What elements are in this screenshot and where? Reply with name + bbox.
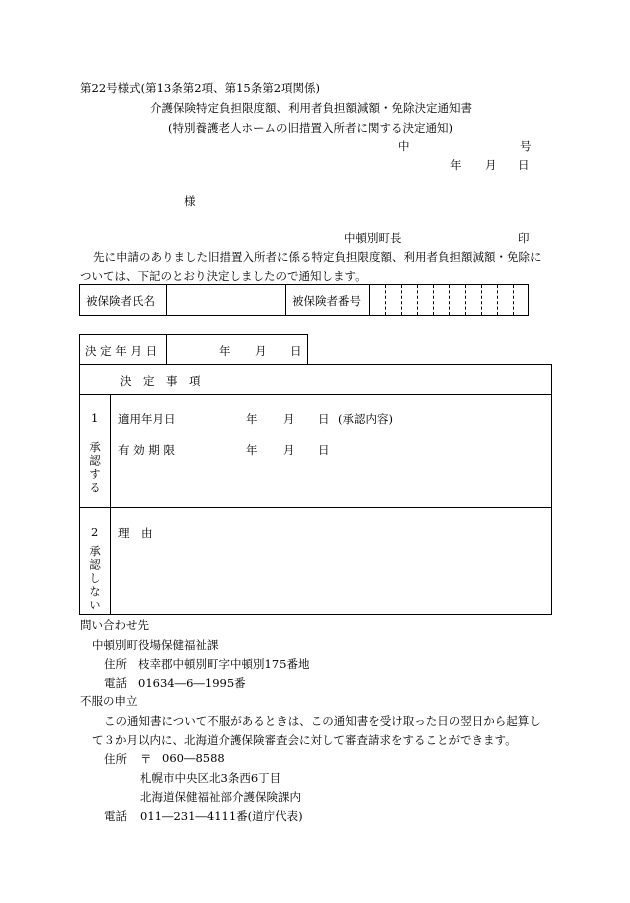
doc-number-prefix: 中 bbox=[398, 139, 410, 153]
reject-label: 承認しない bbox=[88, 545, 102, 613]
issue-date-year: 年 bbox=[450, 158, 462, 172]
appeal-address-2: 北海道保健福祉部介護保険課内 bbox=[140, 790, 301, 804]
intro-line-1: 先に申請のありました旧措置入所者に係る特定負担限度額、利用者負担額減額・免除に bbox=[93, 250, 542, 264]
insured-number-field[interactable] bbox=[370, 285, 528, 315]
reject-number: 2 bbox=[91, 525, 99, 539]
appeal-phone: 011―231―4111番(道庁代表) bbox=[140, 809, 303, 823]
appeal-text-1: この通知書について不服があるときは、この通知書を受け取った日の翌日から起算し bbox=[104, 714, 541, 728]
apply-date-day: 日 bbox=[318, 412, 330, 426]
inquiry-phone-label: 電話 bbox=[104, 676, 127, 690]
document-title: 介護保険特定負担限度額、利用者負担額減額・免除決定通知書 bbox=[150, 101, 472, 115]
valid-period-day: 日 bbox=[318, 443, 330, 457]
insured-table bbox=[79, 284, 529, 316]
inquiry-heading: 問い合わせ先 bbox=[80, 618, 149, 632]
decision-date-day: 日 bbox=[290, 344, 302, 358]
seal-mark: 印 bbox=[518, 231, 530, 245]
appeal-text-2: て３か月以内に、北海道介護保険審査会に対して審査請求をすることができます。 bbox=[92, 733, 517, 747]
decision-date-month: 月 bbox=[255, 344, 267, 358]
issue-date-month: 月 bbox=[485, 158, 497, 172]
issuer: 中頓別町長 bbox=[344, 231, 402, 245]
appeal-heading: 不服の申立 bbox=[80, 694, 138, 708]
decision-date-year: 年 bbox=[219, 344, 231, 358]
intro-line-2: ついては、下記のとおり決定しましたので通知します。 bbox=[80, 269, 367, 283]
appeal-address-1: 札幌市中央区北3条西6丁目 bbox=[140, 771, 282, 785]
insured-name-label: 被保険者氏名 bbox=[86, 294, 155, 308]
inquiry-address-label: 住所 bbox=[104, 657, 127, 671]
postal-mark: 〒 bbox=[140, 752, 152, 766]
inquiry-address: 枝幸郡中頓別町字中頓別175番地 bbox=[138, 657, 310, 671]
valid-period-year: 年 bbox=[246, 443, 258, 457]
inquiry-office: 中頓別町役場保健福祉課 bbox=[92, 638, 219, 652]
doc-number-suffix: 号 bbox=[520, 139, 532, 153]
approval-content-note: (承認内容) bbox=[338, 412, 393, 426]
appeal-postal-code: 060―8588 bbox=[162, 751, 225, 765]
apply-date-month: 月 bbox=[283, 412, 295, 426]
appeal-phone-label: 電話 bbox=[104, 809, 127, 823]
decision-table bbox=[79, 364, 552, 615]
valid-period-label: 有 効 期 限 bbox=[118, 443, 175, 457]
issue-date-day: 日 bbox=[518, 158, 530, 172]
approve-number: 1 bbox=[91, 411, 99, 425]
decision-items-header: 決 定 事 項 bbox=[120, 374, 201, 388]
document-subtitle: (特別養護老人ホームの旧措置入所者に関する決定通知) bbox=[168, 121, 453, 135]
addressee-honorific: 様 bbox=[184, 194, 196, 208]
valid-period-month: 月 bbox=[283, 443, 295, 457]
decision-date-label: 決 定 年 月 日 bbox=[85, 344, 158, 358]
apply-date-year: 年 bbox=[246, 412, 258, 426]
inquiry-phone: 01634―6―1995番 bbox=[138, 676, 246, 690]
reason-label: 理 由 bbox=[118, 526, 153, 540]
insured-number-label: 被保険者番号 bbox=[292, 294, 361, 308]
form-number: 第22号様式(第13条第2項、第15条第2項関係) bbox=[80, 81, 321, 95]
approve-label: 承認する bbox=[88, 441, 102, 495]
decision-date-box bbox=[79, 334, 308, 365]
appeal-address-label: 住所 bbox=[104, 752, 127, 766]
apply-date-label: 適用年月日 bbox=[118, 412, 176, 426]
